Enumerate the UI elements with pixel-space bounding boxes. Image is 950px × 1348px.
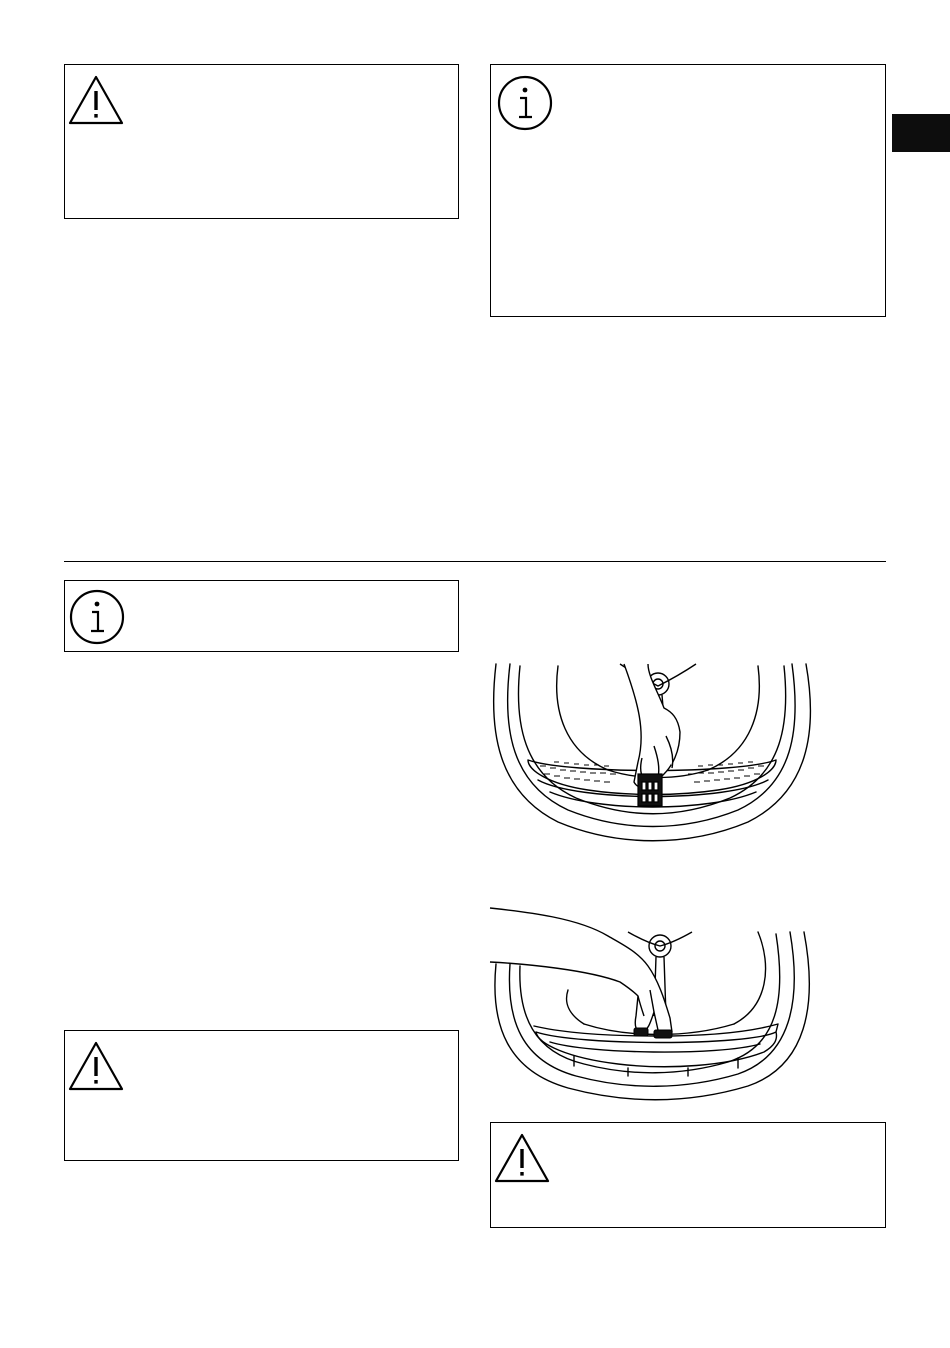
figure-remove-filter	[488, 662, 818, 842]
warning-triangle-icon	[67, 69, 125, 127]
warning-notice	[64, 1030, 459, 1161]
warning-notice	[64, 64, 459, 219]
warning-notice	[490, 1122, 886, 1228]
warning-triangle-icon	[493, 1127, 551, 1185]
section-divider	[64, 561, 886, 562]
warning-triangle-icon	[67, 1035, 125, 1093]
info-circle-icon	[67, 587, 125, 645]
figure-insert-filter	[488, 906, 818, 1106]
language-tab	[892, 114, 950, 152]
info-circle-icon	[495, 73, 553, 131]
info-notice	[64, 580, 459, 652]
info-notice	[490, 64, 886, 317]
